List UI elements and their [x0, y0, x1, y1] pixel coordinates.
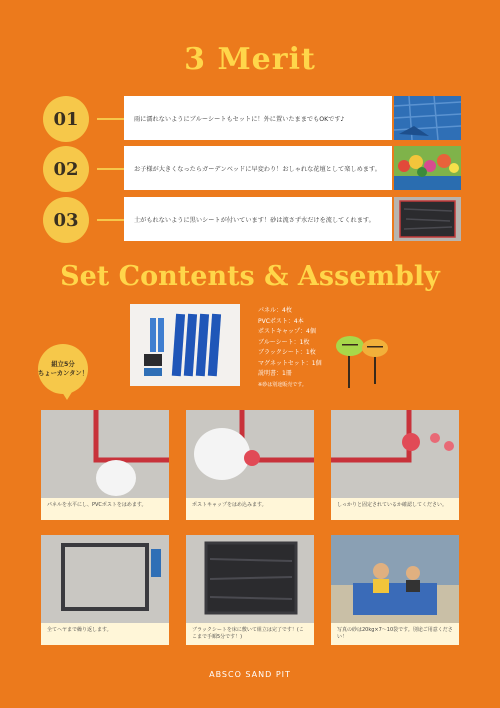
badge-line: ちょーカンタン！ [38, 370, 88, 377]
step-photo-5 [186, 535, 314, 623]
step-card-6 [331, 535, 461, 645]
step-caption-2: ポストキャップをはめ込みます。 [186, 498, 314, 520]
step-card-1 [41, 410, 171, 520]
merit-connector [97, 118, 125, 120]
merit-text-02: お子様が大きくなったらガーデンベッドに早変わり！おしゃれな花壇として楽しめます。 [124, 146, 392, 190]
blue-tarp-photo [394, 96, 461, 140]
step-card-4 [41, 535, 171, 645]
step-card-2 [186, 410, 316, 520]
black-sheet-photo [394, 197, 461, 241]
step-photo-3 [331, 410, 459, 498]
footer-brand: ABSCO SAND PIT [209, 670, 291, 679]
spec-item: ポストキャップ：4個 [258, 328, 316, 335]
badge-line: 組立5分 [51, 361, 75, 368]
merit-title: 3 Merit [184, 42, 316, 77]
step-caption-3: しっかりと固定されているか確認してください。 [331, 498, 459, 520]
flower-bed-photo [394, 146, 461, 190]
step-caption-6: 写真の砂は20kg×7〜10袋です。別途ご用意ください！ [331, 623, 459, 645]
step-photo-2 [186, 410, 314, 498]
merit-text-01: 雨に濡れないようにブルーシートもセットに！外に置いたままでもOKです♪ [124, 96, 392, 140]
spec-item: ブラックシート：1枚 [258, 349, 316, 356]
assembly-badge [38, 344, 88, 394]
spec-item: 説明書：1冊 [258, 370, 292, 377]
step-card-3 [331, 410, 461, 520]
merit-number-02: 02 [43, 146, 89, 192]
merit-connector [97, 219, 125, 221]
merit-number-01: 01 [43, 96, 89, 142]
merit-connector [97, 168, 125, 170]
set-contents-title: Set Contents & Assembly [60, 261, 440, 292]
merit-number-03: 03 [43, 197, 89, 243]
step-photo-6 [331, 535, 459, 623]
spec-item: PVCポスト：4本 [258, 317, 304, 325]
step-caption-4: 全てヘヤまで繰り返します。 [41, 623, 169, 645]
step-card-5 [186, 535, 316, 645]
step-caption-1: パネルを水平にし、PVCポストをはめます。 [41, 498, 169, 520]
step-photo-4 [41, 535, 169, 623]
sign-illustration [334, 330, 394, 390]
merit-text-03: 土がもれないように黒いシートが付いています！砂は流さず水だけを流してくれます。 [124, 197, 392, 241]
set-contents-photo [130, 304, 240, 386]
sand-note: ※砂は別途販売です。 [258, 381, 307, 388]
step-caption-5: ブラックシートを床に敷いて組立は完了です！(ここまで手順5分です！) [186, 623, 314, 645]
badge-pointer [62, 392, 72, 400]
spec-item: ブルーシート：1枚 [258, 338, 310, 346]
spec-item: マグネットセット：1個 [258, 359, 322, 367]
spec-item: パネル：4枚 [258, 307, 292, 314]
step-photo-1 [41, 410, 169, 498]
